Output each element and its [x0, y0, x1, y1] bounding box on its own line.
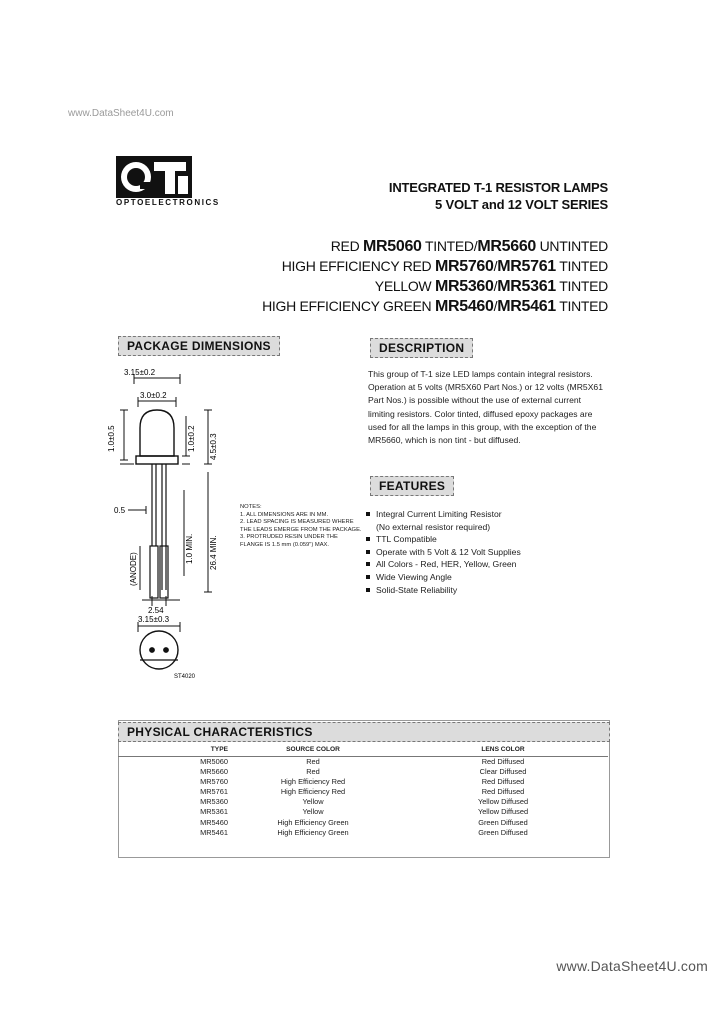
table-row [118, 767, 608, 777]
dim-length: 4.5±0.3 [209, 433, 218, 460]
cell-source: High Efficiency Red [280, 787, 346, 797]
description-text: This group of T-1 size LED lamps contain integral resistors. Operation at 5 volts (MR5X60 Part Nos.) or 12 volts (MR5X61 Part Nos.) is possible without the use of external current limiting resistors. Color tinted, diffused epoxy packages are used for all the lamps in this group, with the exception of the MR5660, which is non tint - but diffused. [368, 369, 603, 446]
feature-item: Operate with 5 Volt & 12 Volt Supplies [366, 546, 606, 559]
notes-title: NOTES: [240, 504, 262, 510]
model-line-yellow: YELLOW MR5360/MR5361 TINTED [374, 278, 608, 295]
dim-lead-width: 0.5 [114, 506, 126, 515]
drawing-number: ST4020 [174, 674, 196, 680]
note-item: 3. PROTRUDED RESIN UNDER THE FLANGE IS 1.5 mm (0.059") MAX. [240, 534, 338, 548]
features-heading: FEATURES [370, 476, 454, 496]
cell-source: High Efficiency Green [277, 827, 349, 837]
cell-type: MR5360 [200, 797, 228, 807]
feature-item: TTL Compatible [366, 533, 606, 546]
dim-body-width: 3.0±0.2 [140, 391, 167, 400]
watermark-bottom: www.DataSheet4U.com [556, 958, 708, 974]
led-body [140, 410, 174, 456]
table-row [118, 797, 608, 807]
table-row [118, 818, 608, 828]
cell-source: Red [306, 767, 320, 777]
dim-min-lead: 1.0 MIN. [185, 533, 194, 564]
table-row [118, 757, 608, 768]
dim-flange: 1.0±0.2 [187, 425, 196, 452]
cell-type: MR5060 [200, 757, 228, 766]
package-drawing [100, 360, 250, 690]
doc-series: 5 VOLT and 12 VOLT SERIES [435, 197, 608, 212]
feature-item: Wide Viewing Angle [366, 571, 606, 584]
cell-lens: Yellow Diffused [477, 797, 529, 807]
table-row [118, 828, 608, 838]
led-flange [136, 456, 178, 464]
dim-spacing: 2.54 [148, 606, 164, 615]
physical-characteristics-heading: PHYSICAL CHARACTERISTICS [118, 722, 610, 742]
dim-top-width: 3.15±0.2 [124, 368, 156, 377]
table-header-row [118, 744, 608, 757]
package-dimensions-heading: PACKAGE DIMENSIONS [118, 336, 280, 356]
cell-source: High Efficiency Red [280, 777, 346, 787]
col-type: TYPE [118, 744, 228, 757]
cell-type: MR5361 [200, 807, 228, 817]
dim-dome: 1.0±0.5 [107, 425, 116, 452]
feature-item-note: (No external resistor required) [376, 521, 491, 532]
company-logo [116, 156, 192, 198]
physical-characteristics-table [118, 744, 608, 838]
col-source-color: SOURCE COLOR [228, 744, 398, 757]
bottom-view-outline [140, 631, 178, 669]
cell-type: MR5760 [200, 777, 228, 787]
table-row [118, 777, 608, 787]
cell-source: Yellow [302, 807, 324, 817]
cell-source: High Efficiency Green [277, 817, 349, 827]
cell-source: Yellow [302, 797, 324, 807]
cell-type: MR5660 [200, 767, 228, 777]
cell-lens: Red Diffused [481, 787, 525, 797]
dim-bottom-width: 3.15±0.3 [138, 615, 170, 624]
cell-type: MR5461 [200, 827, 228, 837]
cell-lens: Green Diffused [478, 827, 528, 837]
description-heading: DESCRIPTION [370, 338, 473, 358]
model-line-red: RED MR5060 TINTED/MR5660 UNTINTED [330, 238, 608, 255]
anode-label: (ANODE) [129, 552, 138, 586]
table-row [118, 787, 608, 797]
cell-lens: Green Diffused [478, 817, 528, 827]
col-lens-color: LENS COLOR [398, 744, 608, 757]
cell-source: Red [306, 757, 320, 766]
features-list [366, 508, 606, 596]
cell-lens: Red Diffused [481, 757, 525, 766]
doc-title: INTEGRATED T-1 RESISTOR LAMPS [388, 180, 608, 195]
dim-lead-length: 26.4 MIN. [209, 535, 218, 570]
table-row [118, 807, 608, 817]
company-name: OPTOELECTRONICS [116, 198, 220, 207]
cell-lens: Clear Diffused [479, 767, 527, 777]
feature-item: Integral Current Limiting Resistor [366, 508, 606, 521]
model-line-green: HIGH EFFICIENCY GREEN MR5460/MR5461 TINTED [262, 298, 608, 315]
note-item: 2. LEAD SPACING IS MEASURED WHERE THE LEADS EMERGE FROM THE PACKAGE. [240, 519, 362, 533]
note-item: 1. ALL DIMENSIONS ARE IN MM. [240, 511, 329, 518]
feature-item: All Colors - Red, HER, Yellow, Green [366, 558, 606, 571]
watermark-top: www.DataSheet4U.com [68, 108, 174, 119]
package-notes [240, 504, 362, 550]
cell-lens: Red Diffused [481, 777, 525, 787]
model-line-her: HIGH EFFICIENCY RED MR5760/MR5761 TINTED [281, 258, 608, 275]
cell-lens: Yellow Diffused [477, 807, 529, 817]
cell-type: MR5460 [200, 817, 228, 827]
feature-item: Solid-State Reliability [366, 584, 606, 597]
cell-type: MR5761 [200, 787, 228, 797]
